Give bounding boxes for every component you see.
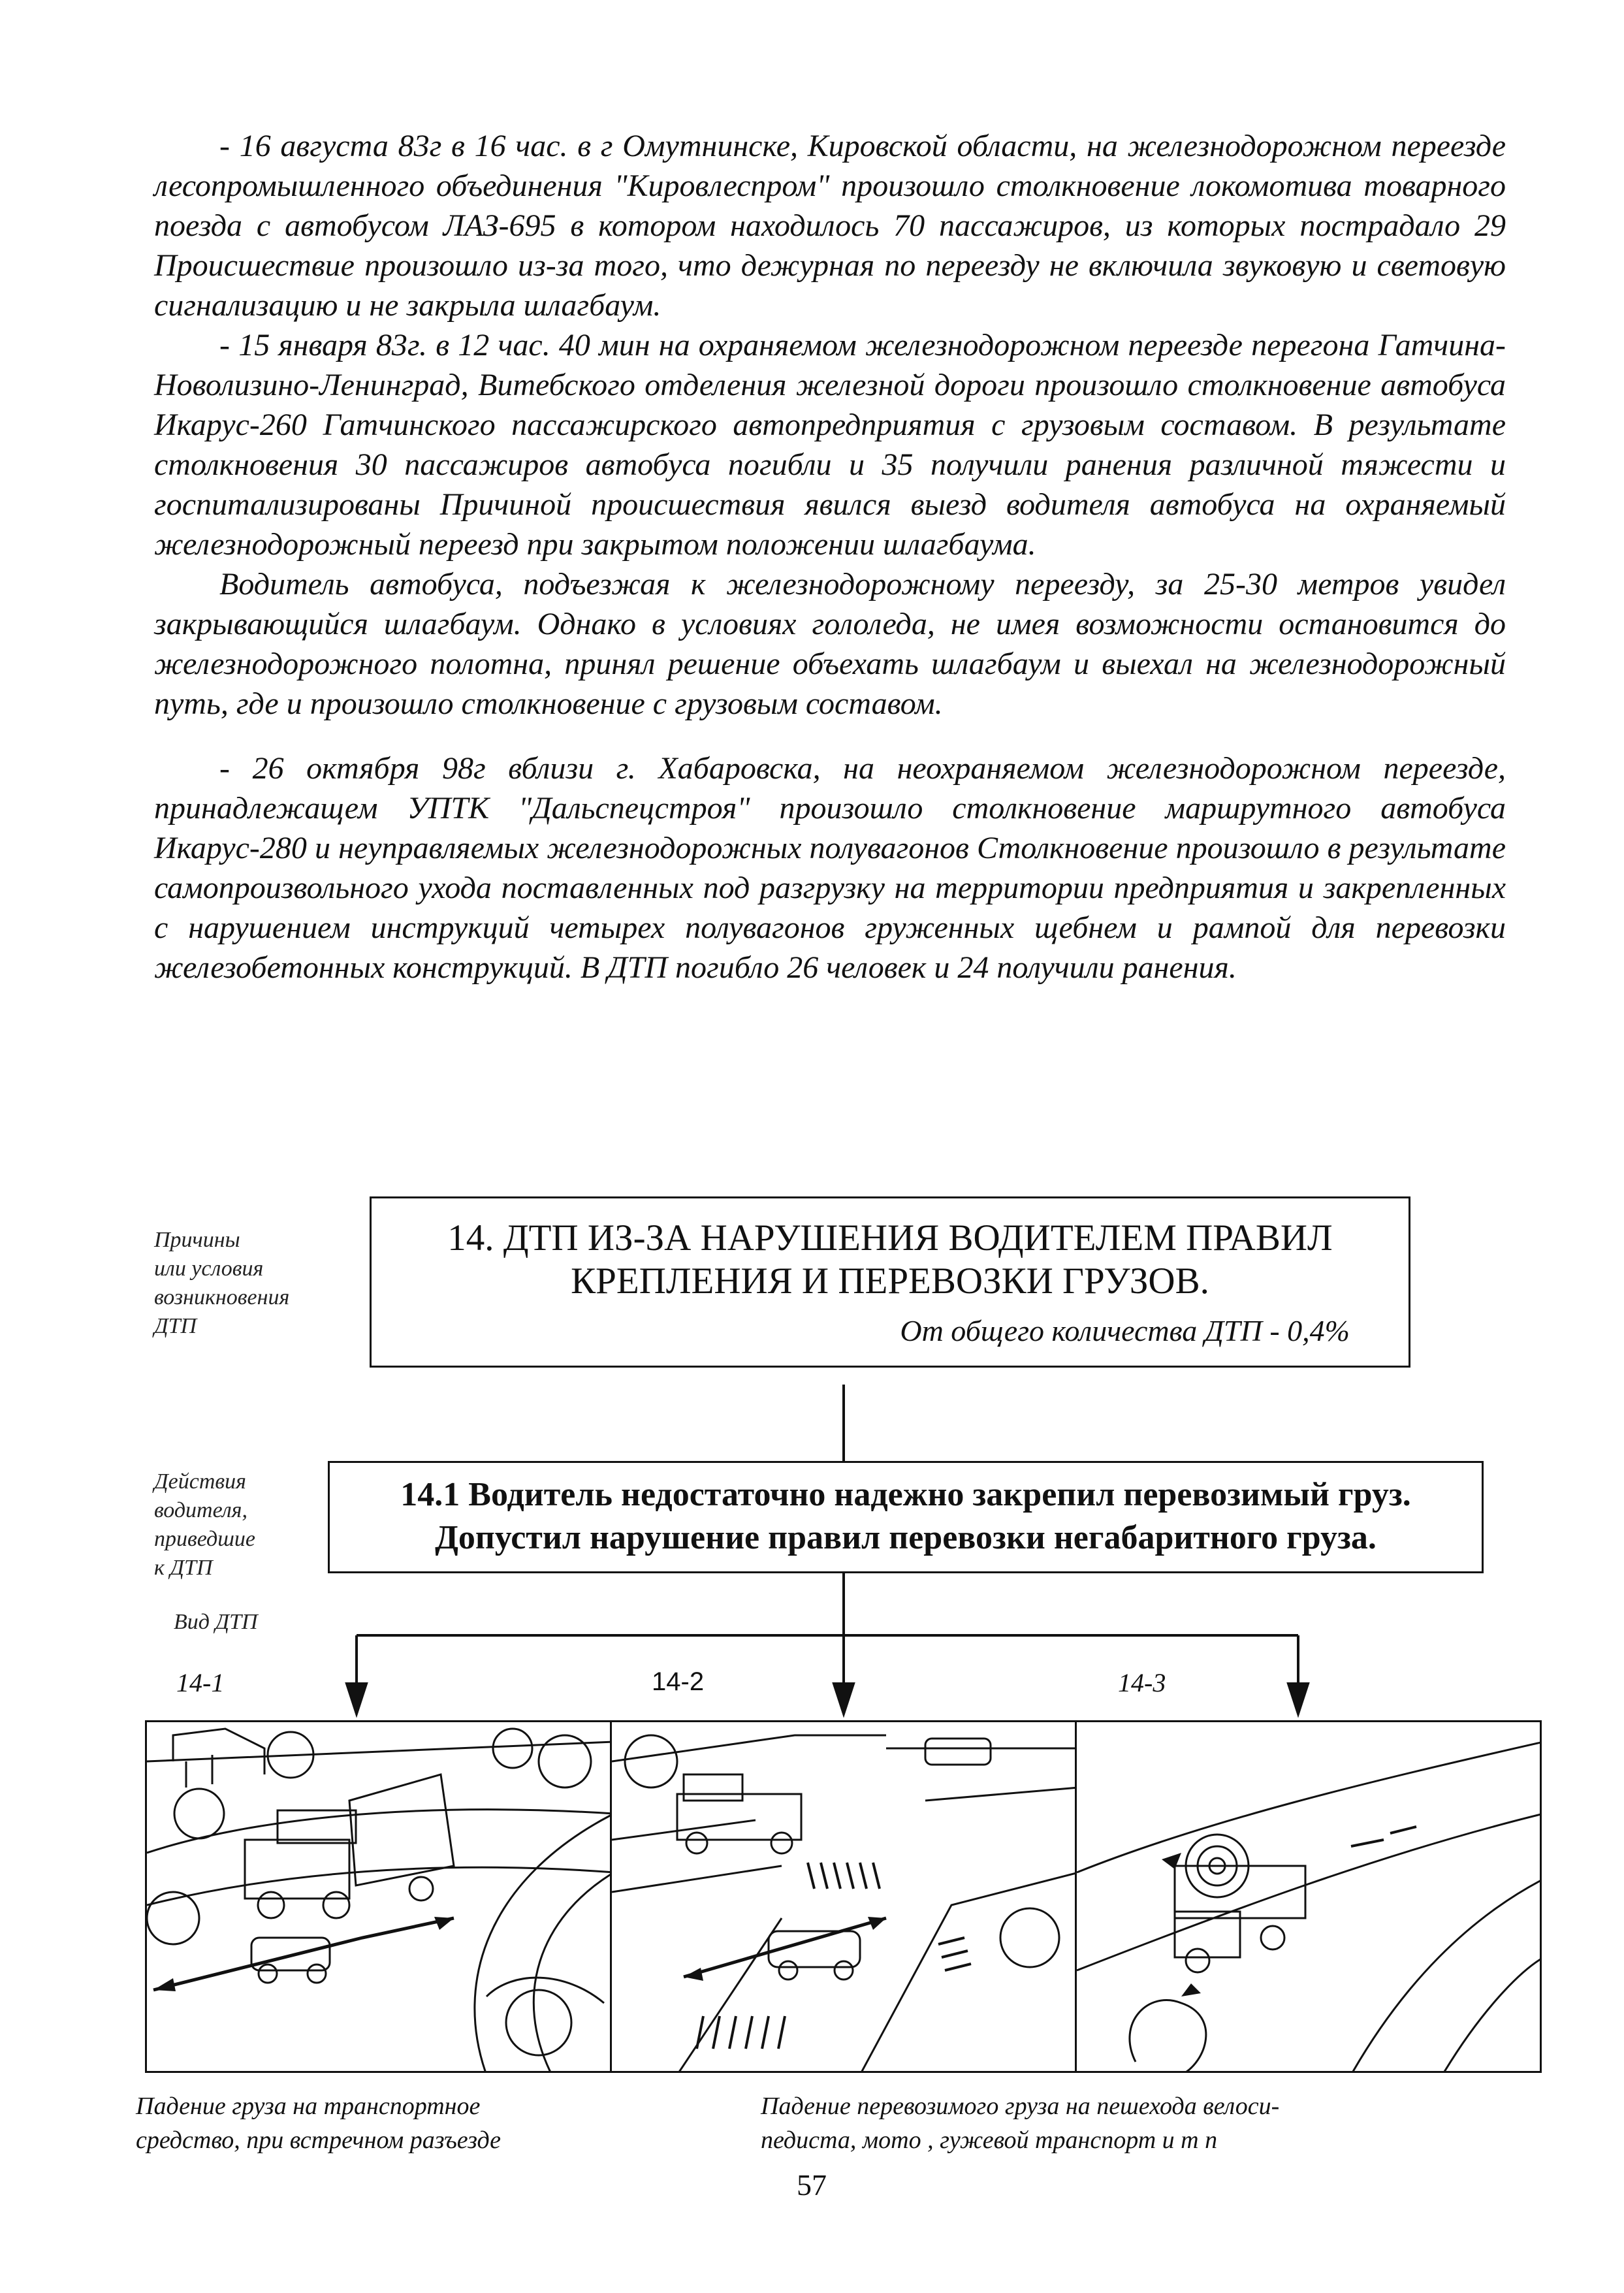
label-14-3: 14-3	[1118, 1668, 1166, 1697]
header-share: От общего количества ДТП - 0,4%	[900, 1314, 1350, 1347]
side-label-actions: Действия водителя, приведшие к ДТП	[154, 1469, 255, 1580]
illustration-14-1	[145, 1720, 612, 2073]
paragraph-1: - 16 августа 83г в 16 час. в г Омутнинске, Кировской области, на железнодорожном переезде лесопромышленного объединения "Кировлеспром" произошло столкновение локомотива товарного поезда с автобусом ЛАЗ-695 в котором находилось 70 пассажиров, из которых пострадало 29 Происшествие произошло из-за того, что дежурная по переезду не включила звуковую и световую сигнализацию и не закрыла шлагбаум.	[154, 129, 1506, 323]
category-header-box	[370, 1196, 1410, 1368]
illustration-14-3	[1075, 1720, 1542, 2073]
paragraph-2: - 15 января 83г. в 12 час. 40 мин на охраняемом железнодорожном переезде перегона Гатчина-Новолизино-Ленинград, Витебского отделения железной дороги произошло столкновение автобуса Икарус-260 Гатчинского пассажирского автопредприятия с грузовым составом. В результате столкновения 30 пассажиров автобуса погибли и 35 получили ранения различной тяжести и госпитализированы Причиной происшествия явился выезд водителя автобуса на охраняемый железнодорожный переезд при закрытом положении шлагбаума.	[154, 328, 1506, 562]
label-14-1: 14-1	[176, 1668, 225, 1697]
action-box	[328, 1461, 1484, 1573]
label-14-2: 14-2	[652, 1667, 705, 1696]
illustration-14-2	[610, 1720, 1077, 2073]
paragraph-3: Водитель автобуса, подъезжая к железнодорожному переезду, за 25-30 метров увидел закрывающийся шлагбаум. Однако в условиях гололеда, не имея возможности остановится до железнодорожного полотна, принял решение объехать шлагбаум и выехал на железнодорожный путь, где и произошло столкновение с грузовым составом.	[154, 567, 1506, 721]
page-number: 57	[797, 2168, 827, 2202]
action-line-1: 14.1 Водитель недостаточно надежно закрепил перевозимый груз.	[400, 1476, 1411, 1513]
header-line-2: КРЕПЛЕНИЯ И ПЕРЕВОЗКИ ГРУЗОВ.	[571, 1260, 1209, 1302]
action-line-2: Допустил нарушение правил перевозки негабаритного груза.	[435, 1519, 1377, 1556]
header-line-1: 14. ДТП ИЗ-ЗА НАРУШЕНИЯ ВОДИТЕЛЕМ ПРАВИЛ	[447, 1217, 1333, 1259]
side-label-type: Вид ДТП	[174, 1610, 258, 1634]
caption-right: Падение перевозимого груза на пешехода велоси- педиста, мото , гужевой транспорт и т п	[761, 2093, 1280, 2154]
paragraph-4: - 26 октября 98г вблизи г. Хабаровска, на неохраняемом железнодорожном переезде, принадлежащем УПТК "Дальспецстроя" произошло столкновение маршрутного автобуса Икарус-280 и неуправляемых железнодорожных полувагонов Столкновение произошло в результате самопроизвольного ухода поставленных под разгрузку на территории предприятия и закрепленных с нарушением инструкций четырех полувагонов груженных щебнем и рампой для перевозки железобетонных конструкций. В ДТП погибло 26 человек и 24 получили ранения.	[154, 751, 1506, 985]
side-label-causes: Причины или условия возникновения ДТП	[154, 1228, 290, 1338]
caption-left: Падение груза на транспортное средство, при встречном разъезде	[136, 2093, 502, 2154]
